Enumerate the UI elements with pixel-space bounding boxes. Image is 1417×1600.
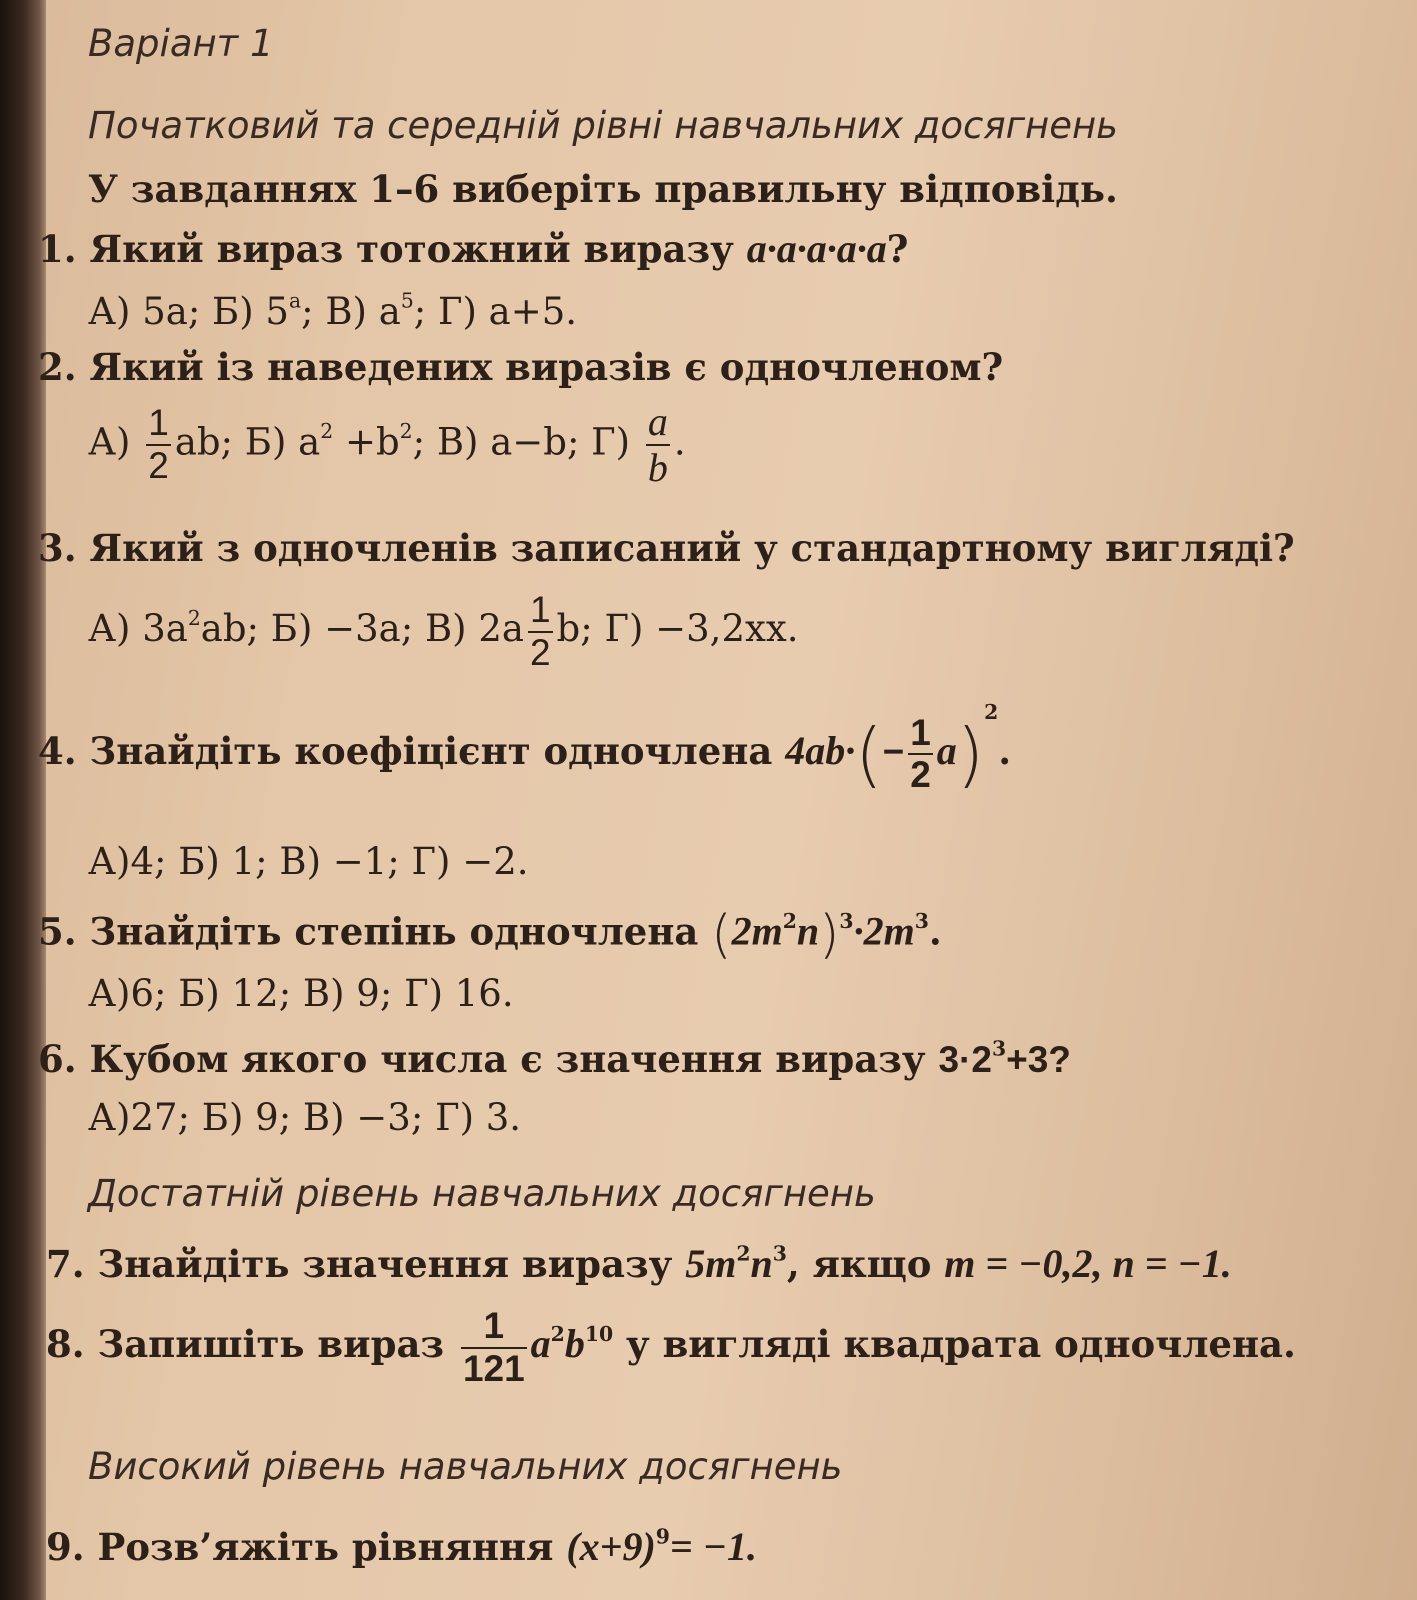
question-5-answers: А)6; Б) 12; В) 9; Г) 16. — [88, 972, 514, 1015]
q9-sup: 9 — [655, 1524, 670, 1549]
q3-part: А) 3a — [88, 607, 188, 651]
q2-label: А) — [88, 420, 131, 464]
frac-num: 1 — [908, 713, 933, 756]
q4-end: . — [998, 728, 1012, 773]
question-1-answers — [88, 290, 577, 333]
instruction: У завданнях 1–6 виберіть правильну відповідь. — [88, 167, 1118, 211]
q4-power: 2 — [984, 700, 999, 724]
q5-expr: 2m — [731, 908, 783, 954]
q4-minus: − — [882, 730, 905, 772]
right-paren: ) — [956, 713, 985, 796]
q9-expr: (x+9) — [566, 1524, 656, 1569]
question-6-text: 6. Кубом якого числа є значення виразу — [38, 1037, 926, 1081]
question-7 — [46, 1240, 1232, 1287]
q7-expr: 5m — [685, 1241, 737, 1286]
question-1-expression: a·a·a·a·a — [746, 226, 887, 271]
q5-sup: 2 — [782, 909, 797, 934]
q6-sup: 3 — [991, 1036, 1007, 1061]
question-4-text: 4. Знайдіть коефіцієнт одночлена — [38, 728, 773, 773]
q5-expr: n — [796, 908, 820, 954]
q8-end: у вигляді квадрата одночлена. — [626, 1322, 1296, 1367]
q8-expr: a — [530, 1321, 551, 1367]
q1-sup: 5 — [400, 288, 414, 313]
question-6 — [38, 1037, 1071, 1081]
section-initial-heading: Початковий та середній рівні навчальних досягнень — [88, 104, 1118, 147]
frac-den: 2 — [148, 445, 169, 486]
q2-part: ab; Б) a — [174, 420, 321, 464]
q1-answer-part: А) 5a; Б) 5 — [88, 290, 289, 333]
fraction-one-half — [908, 713, 933, 796]
fraction-a-over-b — [646, 400, 670, 490]
q2-part: ; В) a−b; Г) — [412, 420, 631, 464]
section-high-heading: Високий рівень навчальних досягнень — [88, 1445, 843, 1488]
q5-end: . — [928, 909, 942, 954]
q7-expr: n — [750, 1241, 773, 1286]
frac-den: 2 — [910, 754, 931, 796]
q2-end: . — [673, 420, 686, 464]
q7-mid: , якщо — [786, 1242, 932, 1286]
frac-den: b — [647, 445, 668, 490]
q8-sup: 10 — [584, 1321, 614, 1346]
q4-expr: 4ab· — [785, 727, 856, 773]
left-paren: ( — [855, 713, 883, 796]
question-7-text: 7. Знайдіть значення виразу — [46, 1242, 673, 1286]
fraction-one-over-121 — [461, 1306, 527, 1389]
question-3-answers — [88, 590, 798, 673]
question-1-end: ? — [886, 227, 909, 271]
q5-expr: ·2m — [853, 908, 915, 954]
question-9-text: 9. Розв’яжіть рівняння — [46, 1525, 554, 1569]
q2-sup: 2 — [320, 419, 334, 444]
q7-sup: 2 — [736, 1241, 751, 1266]
q5-sup: 3 — [839, 909, 854, 934]
q6-expr: 3·2 — [938, 1039, 992, 1080]
q2-part: +b — [333, 420, 400, 464]
question-1-text: 1. Який вираз тотожний виразу — [38, 227, 734, 271]
question-5 — [38, 905, 942, 965]
q7-condition: m = −0,2, n = −1. — [944, 1241, 1232, 1286]
question-1 — [38, 225, 908, 272]
question-2-answers — [88, 400, 686, 490]
question-3: 3. Який з одночленів записаний у стандартному вигляді? — [38, 526, 1295, 570]
frac-num: 1 — [146, 403, 171, 446]
q5-sup: 3 — [914, 909, 929, 934]
fraction-one-half — [146, 403, 171, 486]
q1-answer-part: ; В) a — [301, 290, 401, 333]
q8-sup: 2 — [550, 1321, 565, 1346]
q3-sup: 2 — [187, 605, 201, 630]
q1-answer-part: ; Г) a+5. — [413, 290, 578, 333]
q3-part: b; Г) −3,2xx. — [556, 607, 799, 651]
q2-sup: 2 — [399, 419, 413, 444]
variant-title: Варіант 1 — [88, 22, 274, 65]
q8-expr: b — [564, 1321, 585, 1367]
right-paren: ) — [819, 905, 840, 965]
question-9 — [46, 1523, 757, 1570]
question-5-text: 5. Знайдіть степінь одночлена — [38, 909, 699, 954]
frac-num: a — [647, 399, 668, 444]
question-4-answers: А)4; Б) 1; В) −1; Г) −2. — [88, 840, 529, 883]
q9-expr: = −1. — [669, 1524, 757, 1569]
question-2: 2. Який із наведених виразів є одночленом? — [38, 345, 1004, 389]
q7-sup: 3 — [772, 1241, 787, 1266]
q1-sup: a — [288, 288, 302, 313]
frac-den: 121 — [462, 1347, 525, 1389]
left-paren: ( — [711, 905, 732, 965]
q3-part: ab; Б) −3a; В) 2a — [200, 607, 524, 651]
fraction-one-half — [528, 590, 553, 673]
frac-num: 1 — [528, 590, 553, 633]
question-6-answers: А)27; Б) 9; В) −3; Г) 3. — [88, 1096, 522, 1139]
q4-var: a — [936, 727, 957, 773]
q6-expr: +3? — [1006, 1039, 1071, 1080]
frac-den: 2 — [529, 631, 551, 673]
question-8 — [46, 1306, 1296, 1389]
question-8-text: 8. Запишіть вираз — [46, 1322, 445, 1367]
frac-num: 1 — [461, 1306, 527, 1349]
section-sufficient-heading: Достатній рівень навчальних досягнень — [88, 1172, 876, 1215]
question-4 — [38, 700, 1012, 796]
